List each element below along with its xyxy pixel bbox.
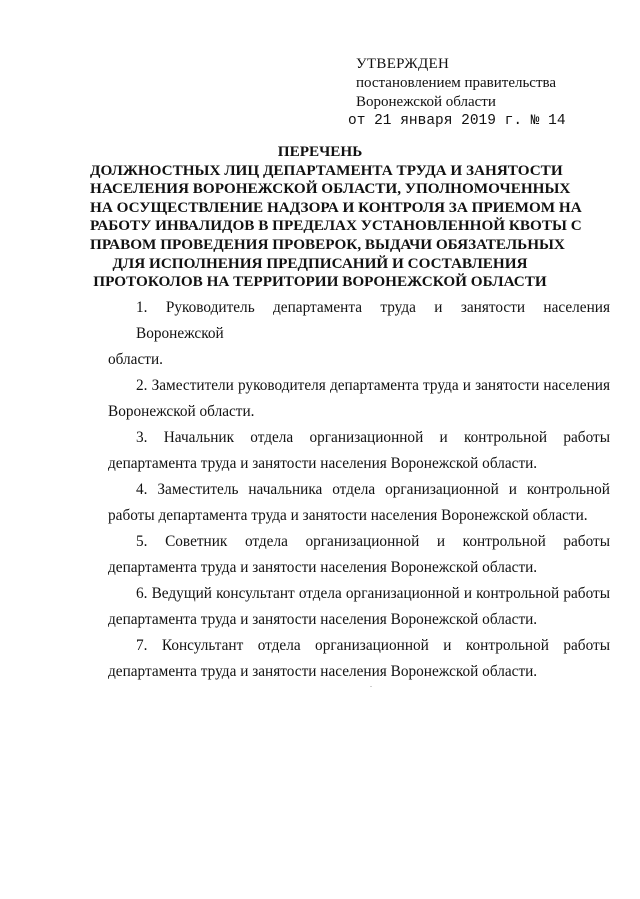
list-item-line: департамента труда и занятости населения Воронежской области. bbox=[108, 663, 538, 680]
list-item-line: департамента труда и занятости населения Воронежской области. bbox=[108, 611, 538, 628]
list-item-line: 5. Советник отдела организационной и контрольной работы bbox=[136, 533, 610, 550]
approval-date-stamp: от 21 января 2019 г. № 14 bbox=[348, 113, 566, 129]
list-item-line: 4. Заместитель начальника отдела организационной и контрольной bbox=[136, 481, 610, 498]
list-item bbox=[108, 477, 610, 529]
scan-speck bbox=[370, 686, 372, 687]
list-item bbox=[108, 581, 610, 633]
list-item-line: департамента труда и занятости населения Воронежской области. bbox=[108, 455, 538, 472]
approval-region-line: Воронежской области bbox=[356, 94, 496, 110]
list-item-line: Воронежской области. bbox=[108, 403, 255, 420]
list-item-line: 2. Заместители руководителя департамента труда и занятости населения bbox=[136, 377, 610, 394]
list-item-line: 7. Консультант отдела организационной и контрольной работы bbox=[136, 637, 610, 654]
list-item bbox=[108, 633, 610, 685]
list-item-line: области. bbox=[108, 351, 163, 368]
list-item bbox=[108, 373, 610, 425]
list-item bbox=[108, 529, 610, 581]
heading-title: ПЕРЕЧЕНЬ bbox=[277, 143, 363, 160]
heading-line: ПРОТОКОЛОВ НА ТЕРРИТОРИИ ВОРОНЕЖСКОЙ ОБЛАСТИ bbox=[93, 273, 547, 291]
list-item bbox=[108, 425, 610, 477]
list-item-line: 6. Ведущий консультант отдела организационной и контрольной работы bbox=[136, 585, 610, 602]
list-item-line: департамента труда и занятости населения Воронежской области. bbox=[108, 559, 538, 576]
heading-line: НАСЕЛЕНИЯ ВОРОНЕЖСКОЙ ОБЛАСТИ, УПОЛНОМОЧЕННЫХ bbox=[90, 180, 571, 198]
heading-line: ДОЛЖНОСТНЫХ ЛИЦ ДЕПАРТАМЕНТА ТРУДА И ЗАНЯТОСТИ bbox=[90, 161, 563, 179]
positions-list bbox=[108, 295, 610, 685]
heading-line: РАБОТУ ИНВАЛИДОВ В ПРЕДЕЛАХ УСТАНОВЛЕННОЙ КВОТЫ С bbox=[90, 217, 582, 235]
heading-line: ДЛЯ ИСПОЛНЕНИЯ ПРЕДПИСАНИЙ И СОСТАВЛЕНИЯ bbox=[112, 254, 528, 272]
document-heading bbox=[90, 143, 582, 292]
heading-line: ПРАВОМ ПРОВЕДЕНИЯ ПРОВЕРОК, ВЫДАЧИ ОБЯЗАТЕЛЬНЫХ bbox=[90, 235, 565, 253]
approval-block bbox=[348, 54, 628, 130]
approval-decree-line: постановлением правительства bbox=[356, 75, 557, 91]
list-item-line: работы департамента труда и занятости населения Воронежской области. bbox=[108, 507, 588, 524]
list-item bbox=[108, 295, 610, 373]
heading-line: НА ОСУЩЕСТВЛЕНИЕ НАДЗОРА И КОНТРОЛЯ ЗА ПРИЕМОМ НА bbox=[90, 198, 582, 216]
approval-title: УТВЕРЖДЕН bbox=[356, 56, 450, 72]
list-item-line: 3. Начальник отдела организационной и контрольной работы bbox=[136, 429, 610, 446]
list-item-line: 1. Руководитель департамента труда и занятости населения Воронежской bbox=[136, 299, 610, 342]
